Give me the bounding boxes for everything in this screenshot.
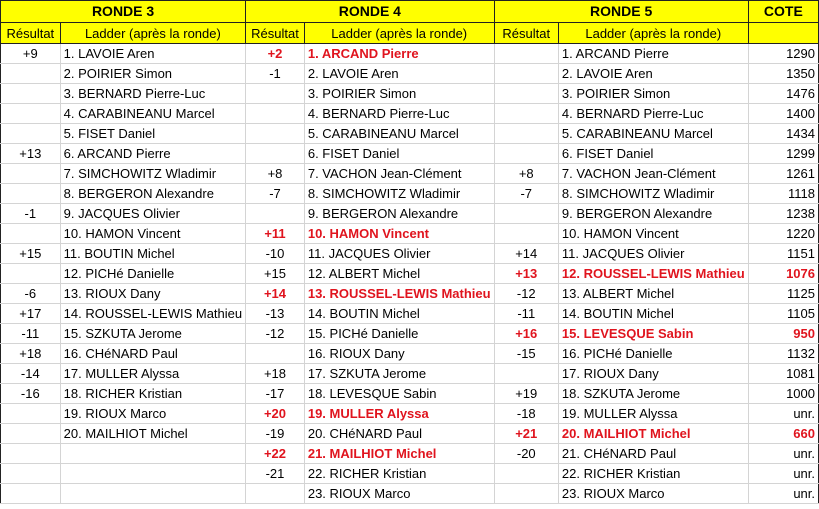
ronde3-ladder-cell[interactable]: 11. BOUTIN Michel — [60, 244, 245, 264]
ronde3-ladder-cell[interactable]: 7. SIMCHOWITZ Wladimir — [60, 164, 245, 184]
ronde5-result-cell[interactable] — [494, 464, 558, 484]
ronde4-ladder-cell[interactable]: 20. CHéNARD Paul — [304, 424, 494, 444]
ronde4-result-cell[interactable] — [246, 204, 305, 224]
ronde3-ladder-cell[interactable]: 8. BERGERON Alexandre — [60, 184, 245, 204]
cote-cell[interactable]: 1238 — [748, 204, 818, 224]
cote-cell[interactable]: 1081 — [748, 364, 818, 384]
ronde5-result-cell[interactable]: +21 — [494, 424, 558, 444]
ronde4-result-cell[interactable]: +14 — [246, 284, 305, 304]
ronde5-result-cell[interactable] — [494, 124, 558, 144]
ronde4-ladder-cell[interactable]: 22. RICHER Kristian — [304, 464, 494, 484]
ronde3-result-cell[interactable]: +15 — [1, 244, 61, 264]
cote-cell[interactable]: 1434 — [748, 124, 818, 144]
ronde3-ladder-cell[interactable]: 13. RIOUX Dany — [60, 284, 245, 304]
ronde5-ladder-cell[interactable]: 1. ARCAND Pierre — [558, 44, 748, 64]
ronde3-ladder-cell[interactable]: 15. SZKUTA Jerome — [60, 324, 245, 344]
cote-cell[interactable]: unr. — [748, 464, 818, 484]
cote-cell[interactable]: 1000 — [748, 384, 818, 404]
ronde5-ladder-cell[interactable]: 10. HAMON Vincent — [558, 224, 748, 244]
ronde5-ladder-cell[interactable]: 2. LAVOIE Aren — [558, 64, 748, 84]
ronde5-ladder-cell[interactable]: 9. BERGERON Alexandre — [558, 204, 748, 224]
ronde4-ladder-cell[interactable]: 7. VACHON Jean-Clément — [304, 164, 494, 184]
table-row — [1, 344, 819, 364]
ronde5-result-cell[interactable]: -12 — [494, 284, 558, 304]
ronde5-result-cell[interactable] — [494, 104, 558, 124]
ronde4-ladder-cell[interactable]: 16. RIOUX Dany — [304, 344, 494, 364]
table-row — [1, 384, 819, 404]
ronde4-result-cell[interactable] — [246, 84, 305, 104]
ronde4-result-cell[interactable]: -21 — [246, 464, 305, 484]
cote-cell[interactable]: unr. — [748, 404, 818, 424]
table-row — [1, 264, 819, 284]
cote-header[interactable]: COTE — [748, 1, 818, 23]
ronde4-ladder-cell[interactable]: 8. SIMCHOWITZ Wladimir — [304, 184, 494, 204]
ronde4-result-cell[interactable] — [246, 144, 305, 164]
ronde5-ladder-cell[interactable]: 8. SIMCHOWITZ Wladimir — [558, 184, 748, 204]
table-row — [1, 144, 819, 164]
ronde4-result-cell[interactable]: -1 — [246, 64, 305, 84]
ronde4-result-header[interactable]: Résultat — [246, 23, 305, 44]
ronde5-result-cell[interactable] — [494, 64, 558, 84]
ronde3-ladder-cell[interactable] — [60, 484, 245, 504]
ronde3-result-cell[interactable] — [1, 264, 61, 284]
ronde5-ladder-cell[interactable]: 7. VACHON Jean-Clément — [558, 164, 748, 184]
ronde3-ladder-cell[interactable]: 20. MAILHIOT Michel — [60, 424, 245, 444]
cote-cell[interactable]: 1125 — [748, 284, 818, 304]
ronde5-ladder-header[interactable]: Ladder (après la ronde) — [558, 23, 748, 44]
table-row — [1, 464, 819, 484]
ronde3-result-cell[interactable] — [1, 184, 61, 204]
ronde5-ladder-cell[interactable]: 12. ROUSSEL-LEWIS Mathieu — [558, 264, 748, 284]
ronde3-ladder-cell[interactable] — [60, 464, 245, 484]
ronde4-result-cell[interactable]: +22 — [246, 444, 305, 464]
ronde5-result-cell[interactable] — [494, 204, 558, 224]
ronde5-result-cell[interactable] — [494, 364, 558, 384]
ronde5-ladder-cell[interactable]: 21. CHéNARD Paul — [558, 444, 748, 464]
cote-cell[interactable]: 950 — [748, 324, 818, 344]
table-row — [1, 164, 819, 184]
ronde3-ladder-cell[interactable]: 17. MULLER Alyssa — [60, 364, 245, 384]
table-row — [1, 404, 819, 424]
ronde3-result-cell[interactable] — [1, 104, 61, 124]
ronde4-ladder-cell[interactable]: 12. ALBERT Michel — [304, 264, 494, 284]
ronde3-result-cell[interactable] — [1, 404, 61, 424]
ronde5-result-cell[interactable] — [494, 224, 558, 244]
ronde5-result-cell[interactable]: +16 — [494, 324, 558, 344]
ronde4-ladder-cell[interactable]: 4. BERNARD Pierre-Luc — [304, 104, 494, 124]
ronde4-ladder-cell[interactable]: 18. LEVESQUE Sabin — [304, 384, 494, 404]
ronde4-ladder-cell[interactable]: 3. POIRIER Simon — [304, 84, 494, 104]
table-row — [1, 284, 819, 304]
cote-cell[interactable]: 1290 — [748, 44, 818, 64]
ronde3-result-cell[interactable] — [1, 64, 61, 84]
ronde4-ladder-cell[interactable]: 23. RIOUX Marco — [304, 484, 494, 504]
ronde3-ladder-cell[interactable]: 10. HAMON Vincent — [60, 224, 245, 244]
ronde4-ladder-cell[interactable]: 17. SZKUTA Jerome — [304, 364, 494, 384]
ronde5-result-cell[interactable]: +13 — [494, 264, 558, 284]
ronde5-ladder-cell[interactable]: 14. BOUTIN Michel — [558, 304, 748, 324]
column-header-row — [1, 23, 819, 44]
ronde3-result-cell[interactable] — [1, 164, 61, 184]
cote-cell[interactable]: 1220 — [748, 224, 818, 244]
table-row — [1, 64, 819, 84]
ronde4-result-cell[interactable]: +15 — [246, 264, 305, 284]
ronde4-ladder-cell[interactable]: 21. MAILHIOT Michel — [304, 444, 494, 464]
ronde5-ladder-cell[interactable]: 18. SZKUTA Jerome — [558, 384, 748, 404]
ronde5-ladder-cell[interactable]: 6. FISET Daniel — [558, 144, 748, 164]
ronde3-result-cell[interactable] — [1, 424, 61, 444]
ronde4-ladder-cell[interactable]: 10. HAMON Vincent — [304, 224, 494, 244]
ronde5-ladder-cell[interactable]: 5. CARABINEANU Marcel — [558, 124, 748, 144]
ronde5-ladder-cell[interactable]: 11. JACQUES Olivier — [558, 244, 748, 264]
ronde4-ladder-cell[interactable]: 5. CARABINEANU Marcel — [304, 124, 494, 144]
cote-cell[interactable]: 1476 — [748, 84, 818, 104]
ronde3-result-cell[interactable]: -16 — [1, 384, 61, 404]
table-row — [1, 44, 819, 64]
ronde4-result-cell[interactable] — [246, 344, 305, 364]
ronde3-result-header[interactable]: Résultat — [1, 23, 61, 44]
ronde3-ladder-cell[interactable]: 18. RICHER Kristian — [60, 384, 245, 404]
cote-cell[interactable]: unr. — [748, 444, 818, 464]
ronde3-result-cell[interactable]: +18 — [1, 344, 61, 364]
ronde3-result-cell[interactable]: -11 — [1, 324, 61, 344]
ronde5-result-cell[interactable]: -7 — [494, 184, 558, 204]
ronde5-result-cell[interactable]: -20 — [494, 444, 558, 464]
cote-subheader[interactable] — [748, 23, 818, 44]
ronde5-result-cell[interactable] — [494, 84, 558, 104]
table-row — [1, 364, 819, 384]
ronde3-result-cell[interactable]: -6 — [1, 284, 61, 304]
ronde5-result-cell[interactable] — [494, 144, 558, 164]
ronde3-result-cell[interactable]: -14 — [1, 364, 61, 384]
ronde3-ladder-cell[interactable] — [60, 444, 245, 464]
ronde3-result-cell[interactable]: +9 — [1, 44, 61, 64]
ronde4-ladder-cell[interactable]: 6. FISET Daniel — [304, 144, 494, 164]
ronde3-ladder-cell[interactable]: 5. FISET Daniel — [60, 124, 245, 144]
ronde5-ladder-cell[interactable]: 3. POIRIER Simon — [558, 84, 748, 104]
ronde3-result-cell[interactable]: +17 — [1, 304, 61, 324]
ronde3-result-cell[interactable] — [1, 484, 61, 504]
ronde4-result-cell[interactable] — [246, 124, 305, 144]
ronde4-ladder-cell[interactable]: 14. BOUTIN Michel — [304, 304, 494, 324]
ronde5-result-cell[interactable]: +19 — [494, 384, 558, 404]
ronde4-result-cell[interactable]: +8 — [246, 164, 305, 184]
ronde3-result-cell[interactable] — [1, 464, 61, 484]
ronde5-result-cell[interactable]: -18 — [494, 404, 558, 424]
ronde4-result-cell[interactable]: -12 — [246, 324, 305, 344]
ronde4-ladder-cell[interactable]: 2. LAVOIE Aren — [304, 64, 494, 84]
table-row — [1, 104, 819, 124]
ronde5-header[interactable]: RONDE 5 — [494, 1, 748, 23]
table-row — [1, 324, 819, 344]
table-row — [1, 244, 819, 264]
ronde4-result-cell[interactable]: +11 — [246, 224, 305, 244]
ronde5-result-cell[interactable]: +14 — [494, 244, 558, 264]
ronde4-ladder-cell[interactable]: 15. PICHé Danielle — [304, 324, 494, 344]
ronde3-result-cell[interactable] — [1, 124, 61, 144]
ronde4-result-cell[interactable] — [246, 484, 305, 504]
ronde3-result-cell[interactable] — [1, 224, 61, 244]
ronde5-ladder-cell[interactable]: 4. BERNARD Pierre-Luc — [558, 104, 748, 124]
cote-cell[interactable]: 1261 — [748, 164, 818, 184]
ronde4-ladder-cell[interactable]: 11. JACQUES Olivier — [304, 244, 494, 264]
ronde4-result-cell[interactable]: +2 — [246, 44, 305, 64]
table-row — [1, 444, 819, 464]
ronde4-result-cell[interactable]: +18 — [246, 364, 305, 384]
round-header-row — [1, 1, 819, 23]
cote-cell[interactable]: 1151 — [748, 244, 818, 264]
ronde5-ladder-cell[interactable]: 22. RICHER Kristian — [558, 464, 748, 484]
ronde4-ladder-cell[interactable]: 19. MULLER Alyssa — [304, 404, 494, 424]
table-row — [1, 424, 819, 444]
ronde4-ladder-header[interactable]: Ladder (après la ronde) — [304, 23, 494, 44]
cote-cell[interactable]: 1076 — [748, 264, 818, 284]
ronde4-result-cell[interactable]: +20 — [246, 404, 305, 424]
ronde4-ladder-cell[interactable]: 1. ARCAND Pierre — [304, 44, 494, 64]
cote-cell[interactable]: unr. — [748, 484, 818, 504]
ronde3-result-cell[interactable]: -1 — [1, 204, 61, 224]
ronde3-ladder-cell[interactable]: 1. LAVOIE Aren — [60, 44, 245, 64]
cote-cell[interactable]: 1299 — [748, 144, 818, 164]
ronde5-ladder-cell[interactable]: 23. RIOUX Marco — [558, 484, 748, 504]
ronde3-ladder-cell[interactable]: 16. CHéNARD Paul — [60, 344, 245, 364]
ronde3-result-cell[interactable] — [1, 444, 61, 464]
table-row — [1, 124, 819, 144]
ronde3-ladder-cell[interactable]: 2. POIRIER Simon — [60, 64, 245, 84]
cote-cell[interactable]: 1350 — [748, 64, 818, 84]
ronde5-ladder-cell[interactable]: 17. RIOUX Dany — [558, 364, 748, 384]
ronde3-ladder-cell[interactable]: 14. ROUSSEL-LEWIS Mathieu — [60, 304, 245, 324]
table-row — [1, 184, 819, 204]
ronde3-result-cell[interactable] — [1, 84, 61, 104]
ronde4-result-cell[interactable] — [246, 104, 305, 124]
ronde5-ladder-cell[interactable]: 16. PICHé Danielle — [558, 344, 748, 364]
ronde4-ladder-cell[interactable]: 9. BERGERON Alexandre — [304, 204, 494, 224]
ronde3-ladder-cell[interactable]: 19. RIOUX Marco — [60, 404, 245, 424]
ronde4-result-cell[interactable]: -13 — [246, 304, 305, 324]
ronde5-ladder-cell[interactable]: 20. MAILHIOT Michel — [558, 424, 748, 444]
ronde5-result-cell[interactable]: -15 — [494, 344, 558, 364]
cote-cell[interactable]: 1105 — [748, 304, 818, 324]
ronde5-ladder-cell[interactable]: 19. MULLER Alyssa — [558, 404, 748, 424]
ronde3-ladder-cell[interactable]: 12. PICHé Danielle — [60, 264, 245, 284]
table-row — [1, 304, 819, 324]
cote-cell[interactable]: 1132 — [748, 344, 818, 364]
ronde4-result-cell[interactable]: -17 — [246, 384, 305, 404]
ronde4-ladder-cell[interactable]: 13. ROUSSEL-LEWIS Mathieu — [304, 284, 494, 304]
ronde5-result-cell[interactable] — [494, 484, 558, 504]
table-row — [1, 204, 819, 224]
ronde3-ladder-cell[interactable]: 4. CARABINEANU Marcel — [60, 104, 245, 124]
ronde4-result-cell[interactable]: -7 — [246, 184, 305, 204]
ronde3-ladder-cell[interactable]: 9. JACQUES Olivier — [60, 204, 245, 224]
ronde5-result-cell[interactable] — [494, 44, 558, 64]
ronde3-result-cell[interactable]: +13 — [1, 144, 61, 164]
cote-cell[interactable]: 1400 — [748, 104, 818, 124]
ronde5-result-cell[interactable]: -11 — [494, 304, 558, 324]
ronde3-ladder-cell[interactable]: 6. ARCAND Pierre — [60, 144, 245, 164]
ronde5-ladder-cell[interactable]: 13. ALBERT Michel — [558, 284, 748, 304]
ronde5-ladder-cell[interactable]: 15. LEVESQUE Sabin — [558, 324, 748, 344]
ronde5-result-cell[interactable]: +8 — [494, 164, 558, 184]
ronde5-result-header[interactable]: Résultat — [494, 23, 558, 44]
cote-cell[interactable]: 660 — [748, 424, 818, 444]
table-row — [1, 484, 819, 504]
ronde3-ladder-header[interactable]: Ladder (après la ronde) — [60, 23, 245, 44]
ronde4-result-cell[interactable]: -10 — [246, 244, 305, 264]
ronde4-header[interactable]: RONDE 4 — [246, 1, 494, 23]
ronde3-header[interactable]: RONDE 3 — [1, 1, 246, 23]
cote-cell[interactable]: 1118 — [748, 184, 818, 204]
table-row — [1, 84, 819, 104]
ronde4-result-cell[interactable]: -19 — [246, 424, 305, 444]
ronde3-ladder-cell[interactable]: 3. BERNARD Pierre-Luc — [60, 84, 245, 104]
table-row — [1, 224, 819, 244]
